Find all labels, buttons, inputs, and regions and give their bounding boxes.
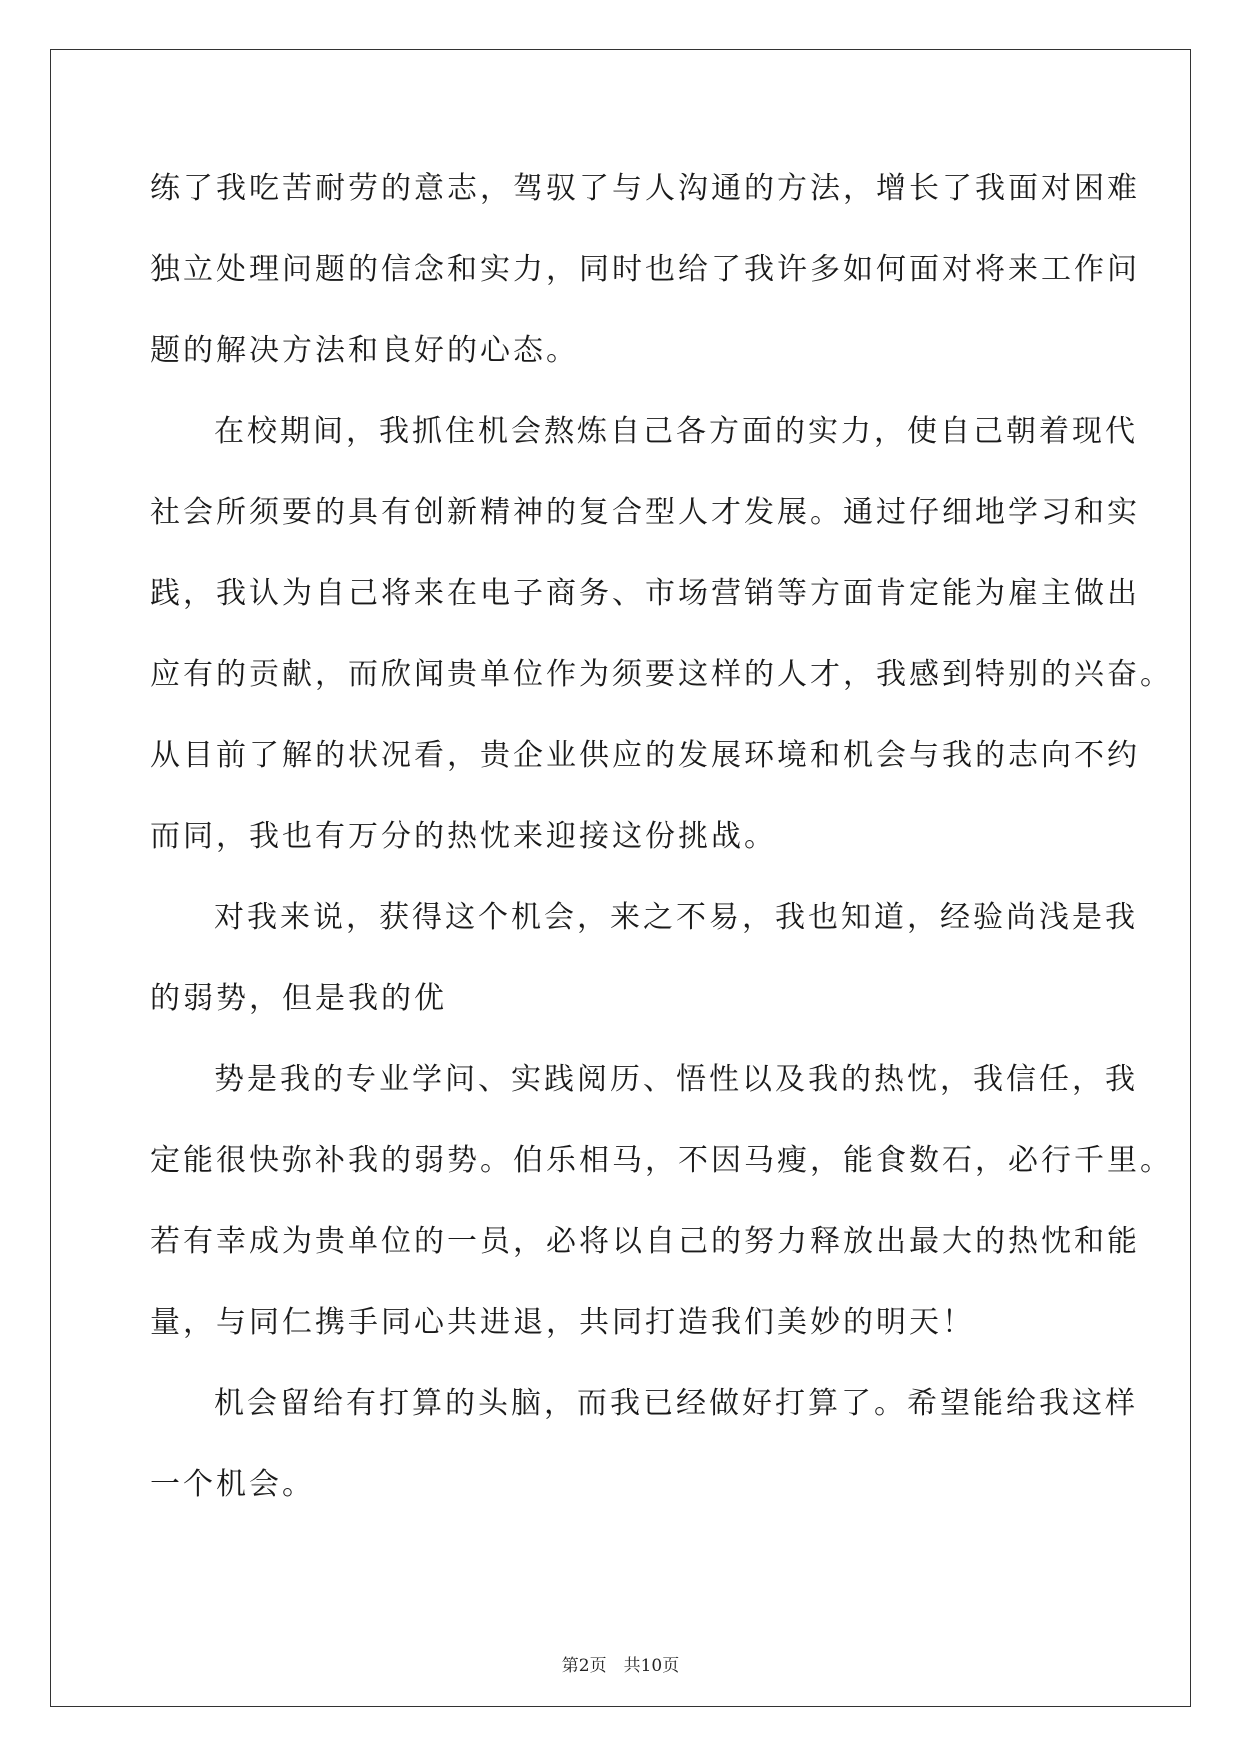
text-line: 践，我认为自己将来在电子商务、市场营销等方面肯定能为雇主做出 <box>150 576 1140 611</box>
text-line: 定能很快弥补我的弱势。伯乐相马，不因马瘦，能食数石，必行千里。 <box>150 1143 1173 1178</box>
document-body <box>150 160 1173 1537</box>
text-line: 应有的贡献，而欣闻贵单位作为须要这样的人才，我感到特别的兴奋。 <box>150 657 1173 692</box>
text-line: 的弱势，但是我的优 <box>150 981 447 1016</box>
text-line: 社会所须要的具有创新精神的复合型人才发展。通过仔细地学习和实 <box>150 495 1140 530</box>
text-line: 题的解决方法和良好的心态。 <box>150 333 579 368</box>
text-line: 练了我吃苦耐劳的意志，驾驭了与人沟通的方法，增长了我面对困难 <box>150 171 1140 206</box>
text-line: 独立处理问题的信念和实力，同时也给了我许多如何面对将来工作问 <box>150 252 1140 287</box>
text-line: 若有幸成为贵单位的一员，必将以自己的努力释放出最大的热忱和能 <box>150 1224 1140 1259</box>
text-line: 从目前了解的状况看，贵企业供应的发展环境和机会与我的志向不约 <box>150 738 1140 773</box>
text-line: 势是我的专业学问、实践阅历、悟性以及我的热忱，我信任，我 <box>214 1062 1138 1097</box>
text-line: 机会留给有打算的头脑，而我已经做好打算了。希望能给我这样 <box>214 1386 1138 1421</box>
text-line: 量，与同仁携手同心共进退，共同打造我们美妙的明天！ <box>150 1305 975 1340</box>
text-line: 一个机会。 <box>150 1467 315 1502</box>
text-line: 对我来说，获得这个机会，来之不易，我也知道，经验尚浅是我 <box>214 900 1138 935</box>
page-number: 第2页 共10页 <box>561 1656 680 1676</box>
text-line: 而同，我也有万分的热忱来迎接这份挑战。 <box>150 819 777 854</box>
text-line: 在校期间，我抓住机会熬炼自己各方面的实力，使自己朝着现代 <box>214 414 1138 449</box>
